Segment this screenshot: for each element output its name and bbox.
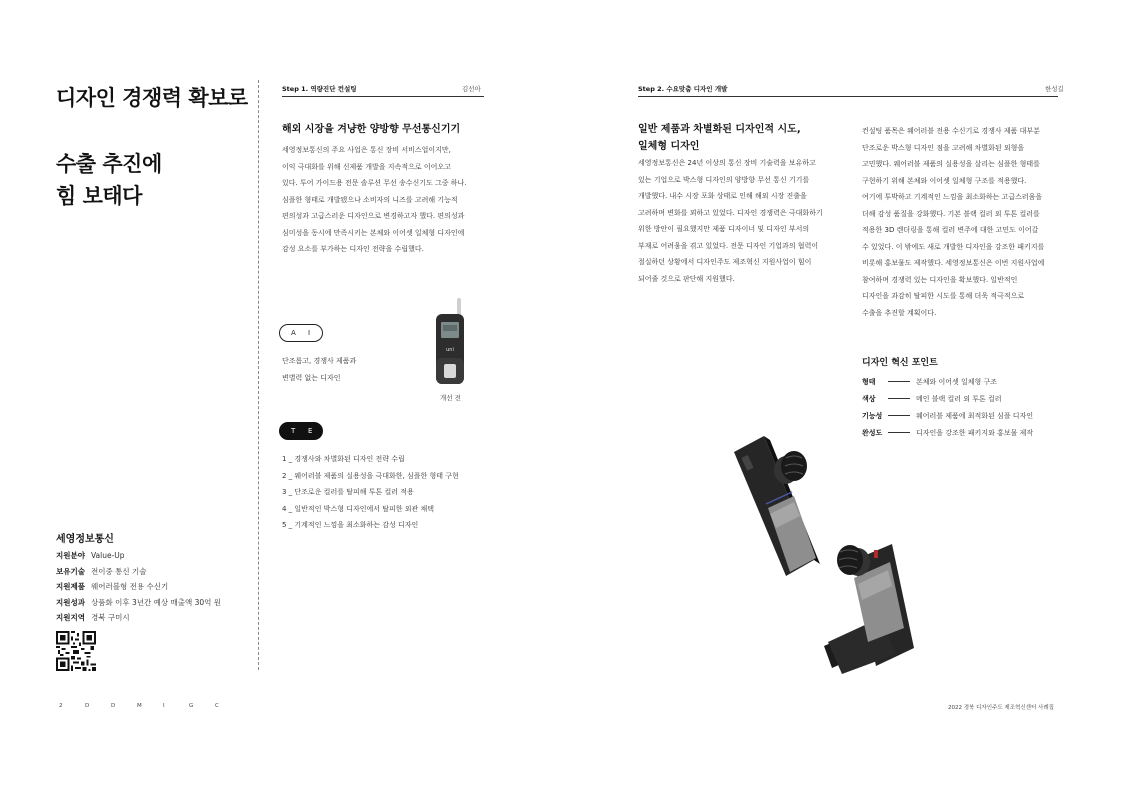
info-row: 보유기술 전이중 통신 기술 bbox=[56, 566, 147, 576]
list-item: 1 _ 경쟁사와 차별화된 디자인 전략 수립 bbox=[282, 455, 405, 463]
step1-label: Step 1. 역량진단 컨설팅 bbox=[282, 85, 357, 93]
step2-label: Step 2. 수요맞춤 디자인 개발 bbox=[638, 85, 728, 93]
company-info bbox=[56, 548, 221, 626]
ai-pill: A I bbox=[279, 324, 323, 342]
list-item: 2 _ 웨어러블 제품의 실용성을 극대화한, 심플한 형태 구현 bbox=[282, 471, 459, 480]
subtitle-line-2: 힘 보태다 bbox=[56, 184, 142, 208]
step2-body: 세영정보통신은 24년 이상의 통신 장비 기술력을 보유하고 있는 기업으로 박스형 디자인의 양방향 무선 통신 기기를 개발했다. 내수 시장 포화 상태로 인해 해외 시장 진출을 고려하며 변화를 꾀하고 있었다. 디자인 경쟁력은 극대화하기 위한 방안이 필요했지만 제품 디자이너 및 디자인 부서의 부재로 어려움을 겪고 있었다. 전문 디자인 기업과의 협력이 절실하던 상황에서 디자인주도 제조혁신 지원사업이 힘이 되어줄 것으로 판단해 지원했다. bbox=[638, 159, 823, 283]
step2-rule bbox=[638, 96, 1058, 97]
device-before-image bbox=[430, 298, 470, 386]
list-item: 5 _ 기계적인 느낌을 최소화하는 감성 디자인 bbox=[282, 521, 419, 529]
step2-heading: 일반 제품과 차별화된 디자인적 시도, 일체형 디자인 bbox=[638, 124, 801, 152]
footer-page-marker: 2 D D M I G C bbox=[59, 703, 219, 709]
device-caption: 개선 전 bbox=[440, 394, 461, 402]
strategy-list bbox=[282, 451, 459, 534]
step2-author: 한성길 bbox=[1045, 85, 1064, 93]
company-name: 세영정보통신 bbox=[56, 534, 114, 545]
list-item: 4 _ 일반적인 박스형 디자인에서 탈피한 외관 채택 bbox=[282, 504, 435, 513]
point-row: 형태 본체와 이어셋 일체형 구조 bbox=[862, 378, 998, 386]
step1-rule bbox=[282, 96, 484, 97]
point-row: 완성도 디자인을 강조한 패키지와 홍보물 제작 bbox=[862, 429, 1034, 437]
info-row: 지원성과 상품화 이후 3년간 예상 매출액 30억 원 bbox=[56, 597, 222, 607]
step1-body: 세영정보통신의 주요 사업은 통신 장비 서비스업이지만, 이익 극대화를 위해 신제품 개발을 지속적으로 이어오고 있다. 투어 가이드용 전문 솔루션 무선 송수신기도 그중 하나. 심플한 형태로 개발됐으나 소비자의 니즈를 고려해 기능적 편의성과 고급스러운 디자인으로 변경하고자 했다. 편의성과 심미성을 동시에 만족시키는 본체와 이어셋 일체형 디자인에 감성 요소를 부가하는 디자인 전략을 수립했다. bbox=[282, 146, 467, 253]
page-title: 디자인 경쟁력 확보로 bbox=[56, 86, 248, 110]
point-row: 기능성 웨어러블 제품에 최적화된 심플 디자인 bbox=[862, 412, 1034, 420]
info-row: 지원분야 Value-Up bbox=[56, 551, 125, 560]
footer-publication: 2022 경북 디자인주도 제조혁신센터 사례집 bbox=[948, 705, 1054, 711]
innovation-points-title: 디자인 혁신 포인트 bbox=[862, 358, 938, 368]
info-row: 지원제품 웨어러블형 전용 수신기 bbox=[56, 582, 169, 591]
innovation-points bbox=[862, 374, 1033, 442]
info-row: 지원지역 경북 구미시 bbox=[56, 613, 130, 622]
list-item: 3 _ 단조로운 컬러를 탈피해 투톤 컬러 적용 bbox=[282, 488, 414, 496]
column-divider bbox=[258, 80, 259, 670]
step1-author: 김선아 bbox=[462, 85, 481, 93]
point-row: 색상 메인 블랙 컬러 외 투톤 컬러 bbox=[862, 395, 1002, 403]
device-brand-label: uni bbox=[446, 347, 454, 353]
te-pill: T E bbox=[279, 422, 323, 440]
page-subtitle bbox=[56, 148, 162, 212]
qr-code-icon[interactable] bbox=[56, 631, 96, 671]
subtitle-line-1: 수출 추진에 bbox=[56, 152, 162, 176]
step1-heading: 해외 시장을 겨냥한 양방향 무선통신기기 bbox=[282, 124, 461, 135]
device-render-2-image bbox=[820, 530, 920, 680]
ai-text: 단조롭고, 경쟁사 제품과 변별력 없는 디자인 bbox=[282, 357, 357, 382]
step2-body-2: 컨설팅 품목은 웨어러블 전용 수신기로 경쟁사 제품 대부분 단조로운 박스형 디자인 점을 고려해 차별화된 외형을 고민했다. 웨어러블 제품의 실용성을 살리는 심플한 형태를 구현하기 위해 본체와 이어셋 일체형 구조를 적용했다. 여기에 투박하고 기계적인 느낌을 최소화하는 고급스러움을 더해 감성 품질을 강화했다. 기본 블랙 컬러 외 투톤 컬러를 적용한 3D 렌더링을 통해 컬러 변주에 대한 고민도 이어갈 수 있었다. 이 밖에도 새로 개발한 디자인을 강조한 패키지를 비롯해 홍보물도 제작했다. 세영정보통신은 이번 지원사업에 참여하며 경쟁력 있는 디자인을 확보했다. 일반적인 디자인을 과감히 탈피한 시도를 통해 더욱 적극적으로 수출을 추진할 계획이다. bbox=[862, 127, 1045, 317]
